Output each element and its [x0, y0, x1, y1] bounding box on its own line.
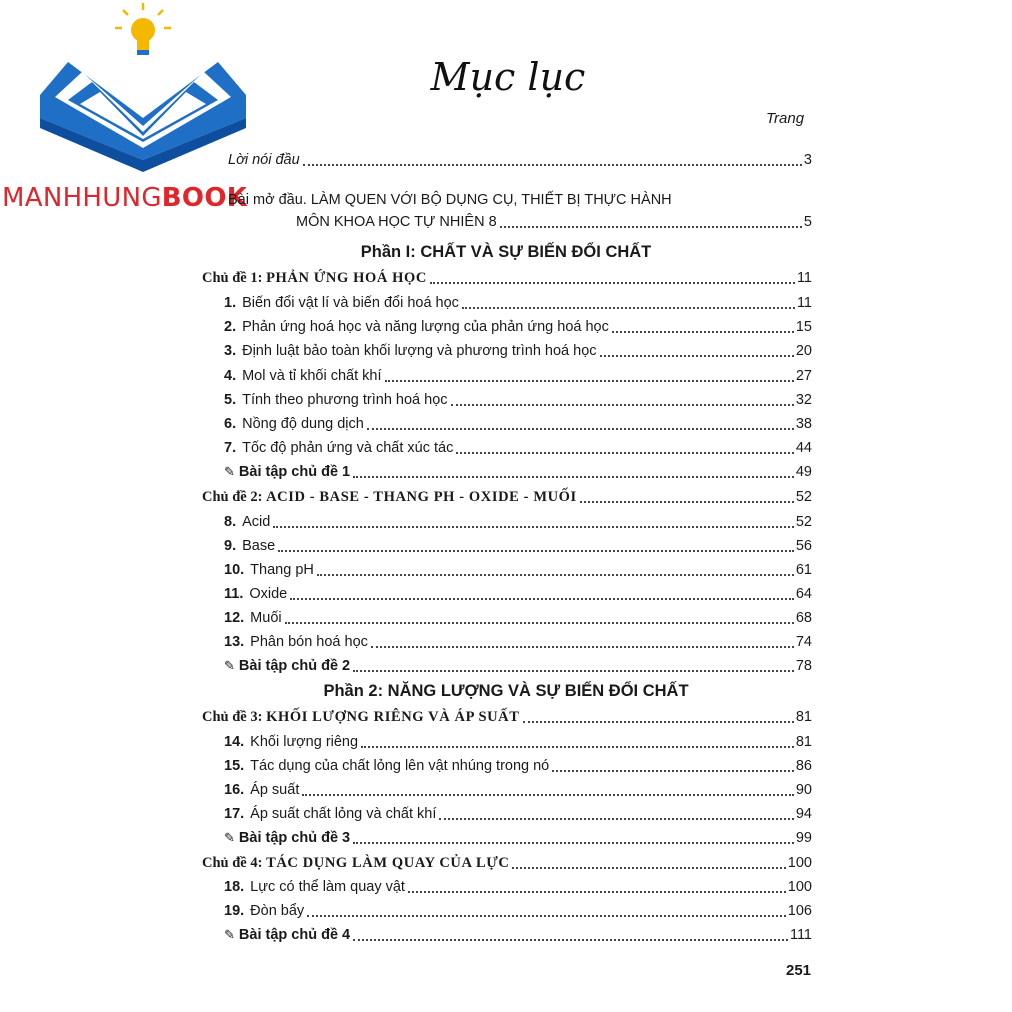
- dot-leader: [612, 330, 794, 333]
- toc-page: 68: [795, 610, 812, 626]
- toc-page: 49: [795, 464, 812, 480]
- lesson-title: Khối lượng riêng: [250, 734, 359, 750]
- dot-leader: [512, 866, 785, 869]
- toc-row-lesson[interactable]: [224, 560, 812, 580]
- lesson-number: 18.: [224, 879, 245, 895]
- part-heading-2: Phần 2: NĂNG LƯỢNG VÀ SỰ BIẾN ĐỔI CHẤT: [323, 682, 689, 700]
- toc-row-lesson[interactable]: [224, 438, 812, 458]
- toc-page: 3: [803, 152, 812, 168]
- toc-page: 100: [787, 879, 812, 895]
- lesson-title: Tác dụng của chất lỏng lên vật nhúng trong nó: [250, 758, 550, 774]
- topic-title: PHẢN ỨNG HOÁ HỌC: [266, 270, 427, 286]
- toc-row-lesson[interactable]: [224, 756, 812, 776]
- toc-row-lesson[interactable]: [224, 877, 812, 897]
- toc-row-lesson[interactable]: [224, 901, 812, 921]
- toc-page: 90: [795, 782, 812, 798]
- exercise-title: Bài tập chủ đề 3: [238, 830, 351, 846]
- topic-heading: [202, 853, 509, 873]
- toc-page: 100: [787, 855, 812, 871]
- lesson-number: 9.: [224, 538, 237, 554]
- toc-page: 44: [795, 440, 812, 456]
- toc-row-lesson[interactable]: [224, 390, 812, 410]
- dot-leader: [439, 817, 793, 820]
- lesson-number: 2.: [224, 319, 237, 335]
- brand-name: [2, 185, 247, 211]
- dot-leader: [361, 745, 794, 748]
- topic-heading: [202, 707, 520, 727]
- lesson-title: Mol và tỉ khối chất khí: [242, 368, 382, 384]
- lesson-number: 8.: [224, 514, 237, 530]
- dot-leader: [290, 597, 794, 600]
- dot-leader: [273, 525, 794, 528]
- topic-prefix: Chủ đề 3:: [202, 709, 263, 725]
- exercise-title: Bài tập chủ đề 1: [238, 464, 351, 480]
- pencil-icon: ✎: [224, 658, 235, 673]
- dot-leader: [430, 281, 795, 284]
- toc-page: 38: [795, 416, 812, 432]
- open-book-lightbulb-icon: [0, 0, 300, 200]
- lesson-number: 7.: [224, 440, 237, 456]
- toc-page: 106: [787, 903, 812, 919]
- toc-page: 20: [795, 343, 812, 359]
- lesson-number: 13.: [224, 634, 245, 650]
- toc-label-bai-mo-dau-line1: Bài mở đầu. LÀM QUEN VỚI BỘ DỤNG CỤ, THIẾT BỊ THỰC HÀNH: [228, 192, 672, 208]
- lesson-number: 17.: [224, 806, 245, 822]
- lesson-number: 19.: [224, 903, 245, 919]
- lesson-number: 4.: [224, 368, 237, 384]
- toc-page: 11: [796, 270, 812, 286]
- pencil-icon: ✎: [224, 830, 235, 845]
- topic-heading: [202, 268, 427, 288]
- toc-label: MÔN KHOA HỌC TỰ NHIÊN 8: [296, 214, 497, 230]
- dot-leader: [353, 475, 794, 478]
- lesson-title: Lực có thể làm quay vật: [250, 879, 405, 895]
- toc-page: 52: [795, 489, 812, 505]
- dot-leader: [600, 354, 794, 357]
- toc-row-intro[interactable]: [228, 150, 812, 170]
- dot-leader: [385, 379, 794, 382]
- dot-leader: [307, 914, 786, 917]
- lesson-number: 6.: [224, 416, 237, 432]
- dot-leader: [451, 403, 794, 406]
- lesson-title: Thang pH: [250, 562, 314, 578]
- dot-leader: [303, 163, 802, 166]
- topic-title: TÁC DỤNG LÀM QUAY CỦA LỰC: [266, 855, 510, 871]
- lesson-number: 11.: [224, 586, 244, 602]
- page-title: Mục lục: [430, 55, 586, 99]
- toc-row-lesson[interactable]: [224, 512, 812, 532]
- lesson-title: Phản ứng hoá học và năng lượng của phản ứng hoá học: [242, 319, 609, 335]
- lesson-number: 3.: [224, 343, 237, 359]
- brand-name-part-b: BOOK: [161, 183, 248, 213]
- lesson-title: Base: [242, 538, 276, 554]
- toc-row-exercise-2[interactable]: [224, 656, 812, 676]
- toc-page: 94: [795, 806, 812, 822]
- lesson-number: 5.: [224, 392, 237, 408]
- toc-row-bai-mo-dau[interactable]: [296, 212, 812, 232]
- toc-row-topic-3[interactable]: [202, 707, 812, 727]
- dot-leader: [278, 549, 794, 552]
- lesson-title: Áp suất chất lỏng và chất khí: [250, 806, 437, 822]
- dot-leader: [353, 841, 794, 844]
- lesson-number: 10.: [224, 562, 245, 578]
- toc-row-lesson[interactable]: [224, 584, 812, 604]
- toc-row-lesson[interactable]: [224, 804, 812, 824]
- toc-page: 52: [795, 514, 812, 530]
- toc-row-lesson[interactable]: [224, 414, 812, 434]
- toc-row-topic-2[interactable]: [202, 487, 812, 507]
- exercise-title: Bài tập chủ đề 2: [238, 658, 351, 674]
- toc-page: 61: [795, 562, 812, 578]
- toc-row-topic-4[interactable]: [202, 853, 812, 873]
- lesson-number: 15.: [224, 758, 245, 774]
- toc-row-lesson[interactable]: [224, 317, 812, 337]
- toc-row-exercise-4[interactable]: [224, 925, 812, 945]
- dot-leader: [285, 621, 794, 624]
- toc-row-lesson[interactable]: [224, 632, 812, 652]
- topic-prefix: Chủ đề 1:: [202, 270, 263, 286]
- toc-row-lesson[interactable]: [224, 536, 812, 556]
- toc-label: Lời nói đầu: [228, 152, 300, 168]
- toc-page: 27: [795, 368, 812, 384]
- topic-title: KHỐI LƯỢNG RIÊNG VÀ ÁP SUẤT: [266, 709, 520, 725]
- dot-leader: [371, 645, 794, 648]
- toc-page: 81: [795, 734, 812, 750]
- toc-page: 111: [789, 927, 812, 943]
- dot-leader: [353, 938, 788, 941]
- lesson-number: 12.: [224, 610, 245, 626]
- dot-leader: [353, 669, 794, 672]
- lesson-title: Biến đổi vật lí và biến đổi hoá học: [242, 295, 459, 311]
- lesson-title: Định luật bảo toàn khối lượng và phương trình hoá học: [242, 343, 597, 359]
- part-heading-1: Phần I: CHẤT VÀ SỰ BIẾN ĐỔI CHẤT: [360, 243, 652, 261]
- toc-page: 11: [796, 295, 812, 311]
- dot-leader: [456, 451, 794, 454]
- dot-leader: [367, 427, 794, 430]
- lesson-title: Muối: [250, 610, 282, 626]
- toc-page: 32: [795, 392, 812, 408]
- topic-title: ACID - BASE - THANG PH - OXIDE - MUỐI: [266, 489, 577, 505]
- page-column-label: Trang: [766, 110, 805, 127]
- topic-prefix: Chủ đề 2:: [202, 489, 263, 505]
- toc-page: 5: [803, 214, 812, 230]
- dot-leader: [302, 793, 794, 796]
- page-number: 251: [786, 962, 812, 979]
- toc-page: 64: [795, 586, 812, 602]
- topic-heading: [202, 487, 577, 507]
- dot-leader: [317, 573, 794, 576]
- toc-page: 99: [795, 830, 812, 846]
- lesson-number: 1.: [224, 295, 237, 311]
- toc-page: 86: [795, 758, 812, 774]
- toc-page: 74: [795, 634, 812, 650]
- brand-name-part-a: MANHHUNG: [2, 183, 162, 213]
- toc-page: 15: [795, 319, 812, 335]
- dot-leader: [408, 890, 786, 893]
- toc-row-exercise-3[interactable]: [224, 828, 812, 848]
- dot-leader: [580, 500, 794, 503]
- dot-leader: [462, 306, 795, 309]
- pencil-icon: ✎: [224, 927, 235, 942]
- lesson-title: Phân bón hoá học: [250, 634, 368, 650]
- toc-row-exercise-1[interactable]: [224, 462, 812, 482]
- toc-row-lesson[interactable]: [224, 366, 812, 386]
- dot-leader: [552, 769, 794, 772]
- topic-prefix: Chủ đề 4:: [202, 855, 263, 871]
- toc-row-lesson[interactable]: [224, 341, 812, 361]
- lesson-title: Tốc độ phản ứng và chất xúc tác: [242, 440, 454, 456]
- toc-page: 78: [795, 658, 812, 674]
- toc-row-lesson[interactable]: [224, 780, 812, 800]
- pencil-icon: ✎: [224, 464, 235, 479]
- toc-row-lesson[interactable]: [224, 608, 812, 628]
- dot-leader: [500, 225, 802, 228]
- dot-leader: [523, 720, 794, 723]
- lesson-title: Nồng độ dung dịch: [242, 416, 364, 432]
- lesson-title: Áp suất: [250, 782, 300, 798]
- toc-page: 56: [795, 538, 812, 554]
- lesson-title: Acid: [242, 514, 271, 530]
- toc-page: 81: [795, 709, 812, 725]
- lesson-number: 16.: [224, 782, 245, 798]
- exercise-title: Bài tập chủ đề 4: [238, 927, 351, 943]
- lesson-title: Đòn bẩy: [250, 903, 305, 919]
- toc-row-lesson[interactable]: [224, 293, 812, 313]
- toc-row-lesson[interactable]: [224, 732, 812, 752]
- lesson-title: Oxide: [249, 586, 288, 602]
- lesson-number: 14.: [224, 734, 245, 750]
- lesson-title: Tính theo phương trình hoá học: [242, 392, 448, 408]
- toc-row-topic-1[interactable]: [202, 268, 812, 288]
